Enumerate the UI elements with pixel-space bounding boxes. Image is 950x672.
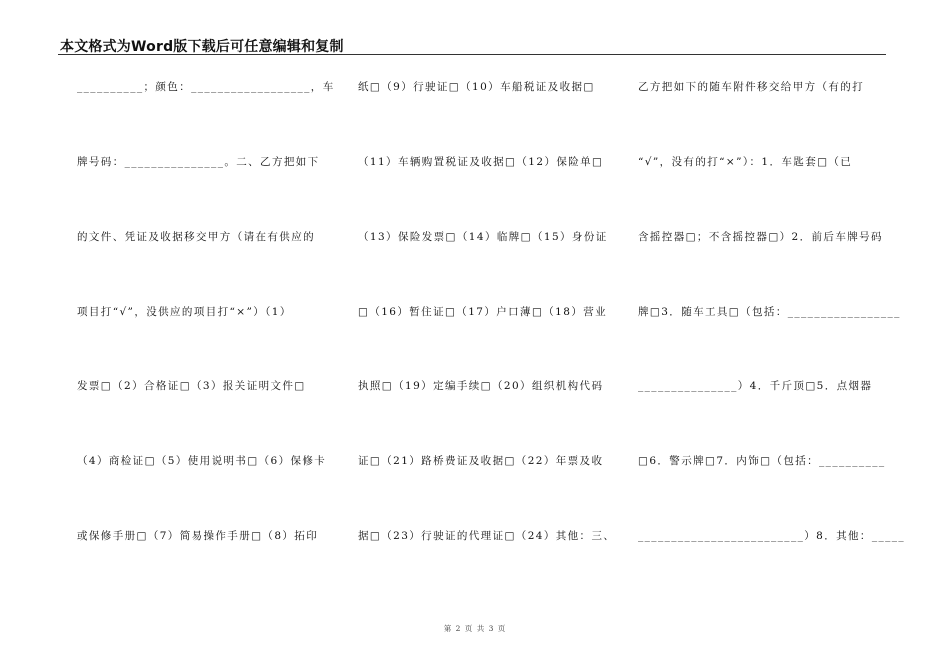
text-line: （4）商检证□（5）使用说明书□（6）保修卡 xyxy=(77,455,327,467)
text-line: 项目打“√”，没供应的项目打“×”）（1） xyxy=(77,306,292,318)
header-divider xyxy=(58,54,886,55)
text-line: 含摇控器□；不含摇控器□）2．前后车牌号码 xyxy=(638,231,883,243)
text-line: 或保修手册□（7）简易操作手册□（8）拓印 xyxy=(77,530,319,542)
page-number: 第 2 页 共 3 页 xyxy=(443,624,507,633)
text-line: _______________）4．千斤顶□5．点烟器 xyxy=(638,380,873,392)
text-line: 牌□3．随车工具□（包括：_________________ xyxy=(638,306,901,318)
text-line: 发票□（2）合格证□（3）报关证明文件□ xyxy=(77,380,306,392)
text-line: __________；颜色：__________________，车 xyxy=(77,81,335,93)
text-line: □（16）暂住证□（17）户口薄□（18）营业 xyxy=(358,306,608,318)
text-line: □6．警示牌□7．内饰□（包括：__________ xyxy=(638,455,886,467)
text-line: “√”，没有的打“×”）：1．车匙套□（已 xyxy=(638,156,853,168)
text-line: 证□（21）路桥费证及收据□（22）年票及收 xyxy=(358,455,604,467)
text-line: 纸□（9）行驶证□（10）车船税证及收据□ xyxy=(358,81,595,93)
text-line: （11）车辆购置税证及收据□（12）保险单□ xyxy=(358,156,604,168)
text-line: 执照□（19）定编手续□（20）组织机构代码 xyxy=(358,380,604,392)
text-line: 牌号码：_______________。二、乙方把如下 xyxy=(77,156,320,168)
text-line: 据□（23）行驶证的代理证□（24）其他：三、 xyxy=(358,530,616,542)
text-line: （13）保险发票□（14）临牌□（15）身份证 xyxy=(358,231,608,243)
text-line: 的文件、凭证及收据移交甲方（请在有供应的 xyxy=(77,231,315,243)
text-line: _________________________）8．其他：_____ xyxy=(638,530,906,542)
text-line: 乙方把如下的随车附件移交给甲方（有的打 xyxy=(638,81,865,93)
document-header-title: 本文格式为Word版下载后可任意编辑和复制 xyxy=(60,39,344,55)
